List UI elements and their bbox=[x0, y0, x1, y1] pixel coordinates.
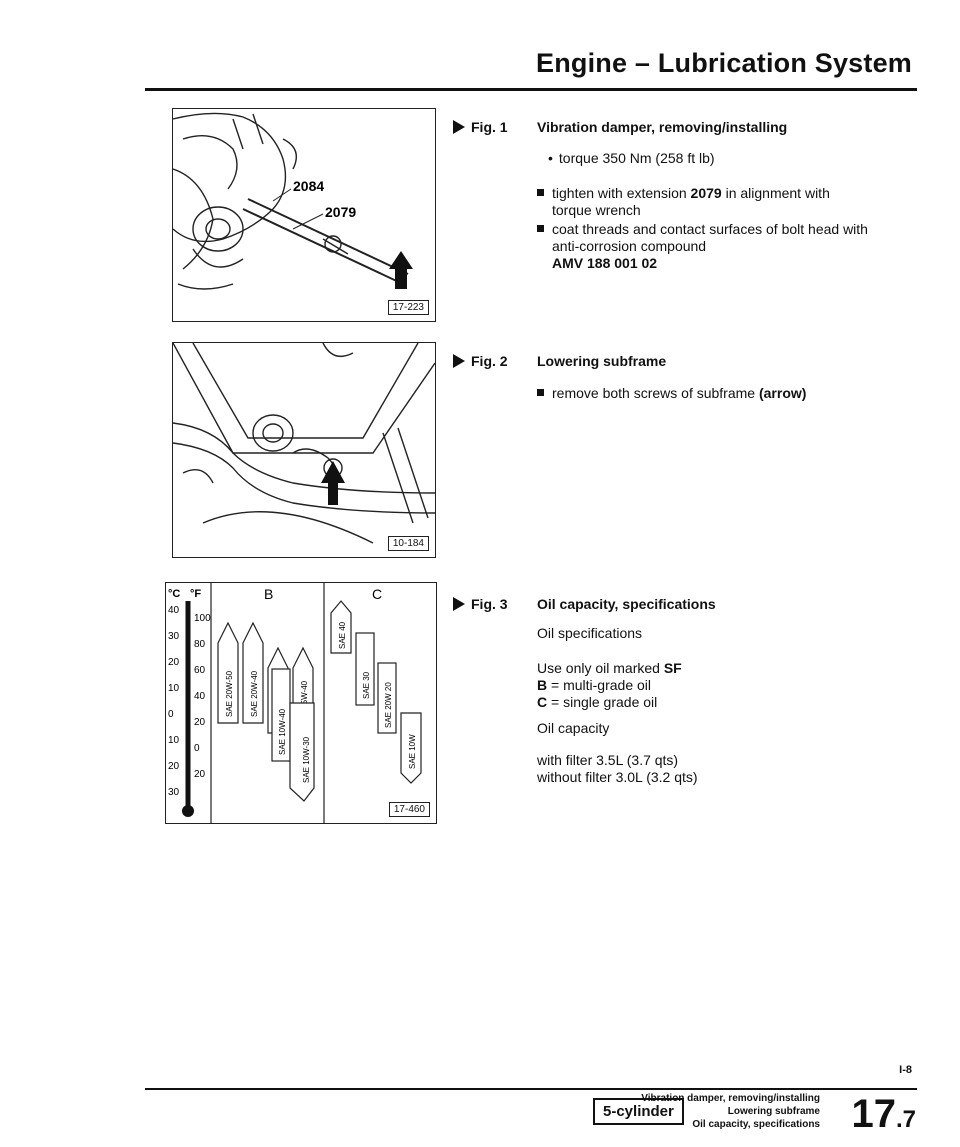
celsius-tick: 10 bbox=[168, 683, 180, 694]
footer-topics bbox=[641, 1092, 820, 1131]
oil-grade-label: SAE 30 bbox=[362, 671, 371, 699]
fig2-illustration bbox=[172, 342, 436, 558]
fig1-step-coat: coat threads and contact surfaces of bolt head with anti-corrosion compound AMV 188 001 02 bbox=[552, 221, 868, 271]
oil-spec-heading: Oil specifications bbox=[537, 625, 643, 641]
oil-spec-b: B = multi-grade oil bbox=[537, 677, 652, 693]
fahrenheit-tick: 20 bbox=[194, 717, 206, 728]
oil-grade-label: SAE 20W-50 bbox=[225, 670, 234, 717]
oil-grade-label: SAE 20W-40 bbox=[250, 670, 259, 717]
footer-topic: Vibration damper, removing/installing bbox=[641, 1093, 820, 1104]
oil-grade-label: SAE 10W-40 bbox=[278, 708, 287, 755]
footer-topic: Lowering subframe bbox=[727, 1106, 820, 1117]
fig1-ref: 17-223 bbox=[388, 300, 429, 315]
fig3-label: Fig. 3 bbox=[453, 596, 508, 612]
oil-spec-c: C = single grade oil bbox=[537, 694, 658, 710]
fig2-label: Fig. 2 bbox=[453, 353, 508, 369]
fig3-title: Oil capacity, specifications bbox=[537, 596, 716, 612]
page-subnumber: I-8 bbox=[899, 1064, 912, 1076]
fig2-ref: 10-184 bbox=[388, 536, 429, 551]
fahrenheit-tick: 0 bbox=[194, 743, 200, 754]
fahrenheit-tick: 60 bbox=[194, 665, 206, 676]
fig1-torque: • torque 350 Nm (258 ft lb) bbox=[548, 150, 715, 167]
fahrenheit-tick: 20 bbox=[194, 769, 206, 780]
fig1-label: Fig. 1 bbox=[453, 119, 508, 135]
header-rule bbox=[145, 88, 917, 91]
callout-2079: 2079 bbox=[325, 204, 357, 220]
fig2-step-screws: remove both screws of subframe (arrow) bbox=[552, 385, 807, 401]
triangle-arrow-icon bbox=[453, 120, 465, 134]
celsius-tick: 0 bbox=[168, 709, 174, 720]
fig3-oil-chart bbox=[165, 582, 437, 824]
fig1-illustration bbox=[172, 108, 436, 322]
celsius-tick: 20 bbox=[168, 657, 180, 668]
fig3-ref: 17-460 bbox=[389, 802, 430, 817]
fig2-title: Lowering subframe bbox=[537, 353, 667, 369]
fig1-step-extension: tighten with extension 2079 in alignment with torque wrench bbox=[552, 185, 830, 218]
unit-celsius: °C bbox=[168, 588, 181, 600]
callout-2084: 2084 bbox=[293, 178, 325, 194]
fahrenheit-tick: 40 bbox=[194, 691, 206, 702]
col-c-label: C bbox=[372, 586, 383, 602]
footer-rule bbox=[145, 1088, 917, 1090]
oil-capacity-with-filter: with filter 3.5L (3.7 qts) bbox=[537, 752, 679, 768]
celsius-tick: 40 bbox=[168, 605, 180, 616]
fahrenheit-tick: 80 bbox=[194, 639, 206, 650]
page-title: Engine – Lubrication System bbox=[536, 48, 912, 78]
celsius-tick: 30 bbox=[168, 631, 180, 642]
page-number: 17.7 bbox=[851, 1092, 916, 1136]
triangle-arrow-icon bbox=[453, 354, 465, 368]
unit-fahrenheit: °F bbox=[190, 588, 202, 600]
fahrenheit-tick: 100 bbox=[194, 613, 211, 624]
fig1-title: Vibration damper, removing/installing bbox=[537, 119, 788, 135]
oil-grade-label: SAE 40 bbox=[338, 621, 347, 649]
oil-grade-label: SAE 10W bbox=[408, 734, 417, 769]
celsius-tick: 20 bbox=[168, 761, 180, 772]
oil-spec-use: Use only oil marked SF bbox=[537, 660, 682, 676]
oil-grade-label: SAE 20W 20 bbox=[384, 682, 393, 728]
oil-capacity-without-filter: without filter 3.0L (3.2 qts) bbox=[537, 769, 698, 785]
oil-grade-label: SAE 10W-30 bbox=[302, 736, 311, 783]
col-b-label: B bbox=[264, 586, 274, 602]
oil-capacity-heading: Oil capacity bbox=[537, 720, 610, 736]
celsius-tick: 10 bbox=[168, 735, 180, 746]
footer-topic: Oil capacity, specifications bbox=[692, 1119, 820, 1130]
engine-type-box: 5-cylinder bbox=[593, 1098, 684, 1125]
celsius-tick: 30 bbox=[168, 787, 180, 798]
triangle-arrow-icon bbox=[453, 597, 465, 611]
